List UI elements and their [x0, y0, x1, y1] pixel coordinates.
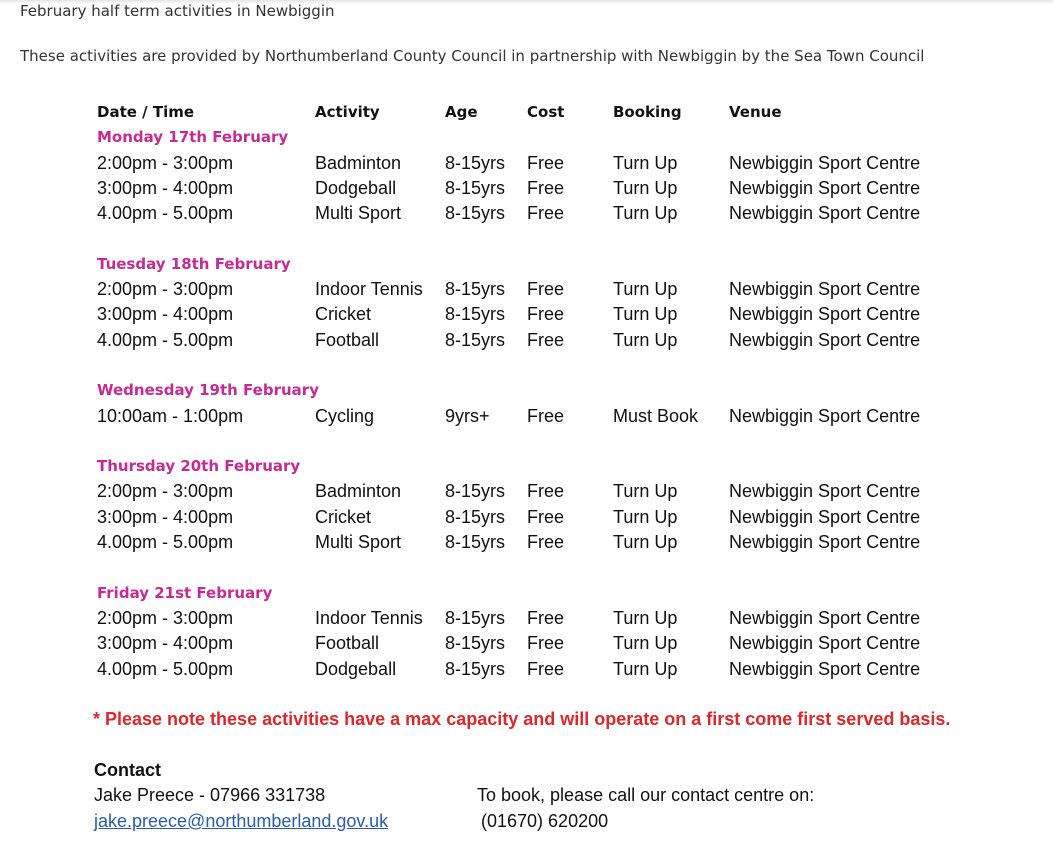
booking-cell: Turn Up	[613, 304, 678, 325]
booking-cell: Turn Up	[613, 481, 678, 502]
contact-heading: Contact	[94, 760, 161, 780]
venue-cell: Newbiggin Sport Centre	[729, 152, 921, 173]
column-header-age: Age	[445, 103, 478, 121]
time-cell: 2:00pm - 3:00pm	[97, 481, 234, 502]
venue-cell: Newbiggin Sport Centre	[729, 532, 921, 553]
cost-cell: Free	[527, 304, 565, 325]
activity-cell: Cycling	[315, 405, 375, 426]
day-heading-friday: Friday 21st February	[97, 583, 273, 602]
booking-cell: Turn Up	[613, 633, 678, 654]
time-cell: 2:00pm - 3:00pm	[97, 152, 234, 173]
table-row	[97, 530, 921, 555]
spacer	[97, 555, 319, 580]
age-cell: 8-15yrs	[445, 152, 506, 173]
booking-cell: Must Book	[613, 405, 699, 426]
age-cell: 8-15yrs	[445, 607, 506, 628]
time-cell: 4.00pm - 5.00pm	[97, 658, 234, 679]
activity-cell: Indoor Tennis	[315, 607, 423, 628]
schedule-table	[97, 100, 921, 682]
venue-cell: Newbiggin Sport Centre	[729, 304, 921, 325]
page-title: February half term activities in Newbiggin	[20, 2, 335, 20]
table-row	[97, 328, 921, 353]
spacer	[97, 226, 319, 251]
age-cell: 8-15yrs	[445, 481, 506, 502]
venue-cell: Newbiggin Sport Centre	[729, 203, 921, 224]
activity-cell: Badminton	[315, 481, 402, 502]
venue-cell: Newbiggin Sport Centre	[729, 658, 921, 679]
time-cell: 10:00am - 1:00pm	[97, 405, 244, 426]
cost-cell: Free	[527, 203, 565, 224]
day-heading-tuesday: Tuesday 18th February	[97, 254, 291, 273]
age-cell: 9yrs+	[445, 405, 490, 426]
table-row	[97, 277, 921, 302]
activity-cell: Multi Sport	[315, 203, 402, 224]
cost-cell: Free	[527, 329, 565, 350]
time-cell: 2:00pm - 3:00pm	[97, 607, 234, 628]
time-cell: 4.00pm - 5.00pm	[97, 203, 234, 224]
activity-cell: Indoor Tennis	[315, 279, 423, 300]
contact-email-link[interactable]: jake.preece@northumberland.gov.uk	[94, 811, 389, 831]
age-cell: 8-15yrs	[445, 532, 506, 553]
contact-name-phone: Jake Preece - 07966 331738	[94, 785, 326, 805]
activity-cell: Multi Sport	[315, 532, 402, 553]
booking-cell: Turn Up	[613, 329, 678, 350]
table-row	[97, 404, 921, 429]
cost-cell: Free	[527, 607, 565, 628]
booking-cell: Turn Up	[613, 607, 678, 628]
time-cell: 3:00pm - 4:00pm	[97, 304, 234, 325]
venue-cell: Newbiggin Sport Centre	[729, 177, 921, 198]
table-header-row	[97, 100, 782, 125]
day-heading-thursday: Thursday 20th February	[97, 457, 301, 476]
activity-cell: Badminton	[315, 152, 402, 173]
table-row	[97, 631, 921, 656]
cost-cell: Free	[527, 177, 565, 198]
table-row	[97, 606, 921, 631]
table-row	[97, 176, 921, 201]
booking-cell: Turn Up	[613, 152, 678, 173]
booking-cell: Turn Up	[613, 532, 678, 553]
booking-cell: Turn Up	[613, 658, 678, 679]
age-cell: 8-15yrs	[445, 506, 506, 527]
column-header-booking: Booking	[613, 103, 682, 121]
table-row	[97, 201, 921, 226]
age-cell: 8-15yrs	[445, 304, 506, 325]
capacity-note: * Please note these activities have a max capacity and will operate on a first come first served basis.	[93, 709, 951, 729]
booking-instructions: To book, please call our contact centre on:	[477, 785, 815, 805]
cost-cell: Free	[527, 405, 565, 426]
cost-cell: Free	[527, 152, 565, 173]
cost-cell: Free	[527, 658, 565, 679]
booking-cell: Turn Up	[613, 506, 678, 527]
cost-cell: Free	[527, 633, 565, 654]
age-cell: 8-15yrs	[445, 279, 506, 300]
activity-cell: Dodgeball	[315, 658, 397, 679]
day-heading-monday: Monday 17th February	[97, 128, 289, 147]
age-cell: 8-15yrs	[445, 633, 506, 654]
time-cell: 3:00pm - 4:00pm	[97, 177, 234, 198]
venue-cell: Newbiggin Sport Centre	[729, 506, 921, 527]
column-header-venue: Venue	[729, 103, 782, 121]
venue-cell: Newbiggin Sport Centre	[729, 481, 921, 502]
activity-cell: Dodgeball	[315, 177, 397, 198]
time-cell: 3:00pm - 4:00pm	[97, 506, 234, 527]
table-row	[97, 302, 921, 327]
activity-cell: Cricket	[315, 304, 372, 325]
age-cell: 8-15yrs	[445, 658, 506, 679]
time-cell: 2:00pm - 3:00pm	[97, 279, 234, 300]
venue-cell: Newbiggin Sport Centre	[729, 279, 921, 300]
day-heading-wednesday: Wednesday 19th February	[97, 381, 319, 400]
age-cell: 8-15yrs	[445, 329, 506, 350]
venue-cell: Newbiggin Sport Centre	[729, 405, 921, 426]
activity-cell: Football	[315, 329, 380, 350]
spacer	[97, 429, 319, 454]
activity-cell: Football	[315, 633, 380, 654]
time-cell: 4.00pm - 5.00pm	[97, 532, 234, 553]
cost-cell: Free	[527, 279, 565, 300]
table-row	[97, 657, 921, 682]
activity-cell: Cricket	[315, 506, 372, 527]
cost-cell: Free	[527, 506, 565, 527]
booking-phone: (01670) 620200	[481, 811, 609, 831]
cost-cell: Free	[527, 481, 565, 502]
column-header-activity: Activity	[315, 103, 380, 121]
booking-cell: Turn Up	[613, 203, 678, 224]
venue-cell: Newbiggin Sport Centre	[729, 329, 921, 350]
venue-cell: Newbiggin Sport Centre	[729, 607, 921, 628]
age-cell: 8-15yrs	[445, 177, 506, 198]
time-cell: 3:00pm - 4:00pm	[97, 633, 234, 654]
column-header-date-time: Date / Time	[97, 103, 195, 121]
age-cell: 8-15yrs	[445, 203, 506, 224]
time-cell: 4.00pm - 5.00pm	[97, 329, 234, 350]
table-row	[97, 151, 921, 176]
booking-cell: Turn Up	[613, 279, 678, 300]
spacer	[97, 353, 319, 378]
intro-text: These activities are provided by Northumberland County Council in partnership with Newbiggin by the Sea Town Council	[20, 47, 925, 65]
table-row	[97, 505, 921, 530]
column-header-cost: Cost	[527, 103, 565, 121]
booking-cell: Turn Up	[613, 177, 678, 198]
venue-cell: Newbiggin Sport Centre	[729, 633, 921, 654]
table-row	[97, 479, 921, 504]
cost-cell: Free	[527, 532, 565, 553]
